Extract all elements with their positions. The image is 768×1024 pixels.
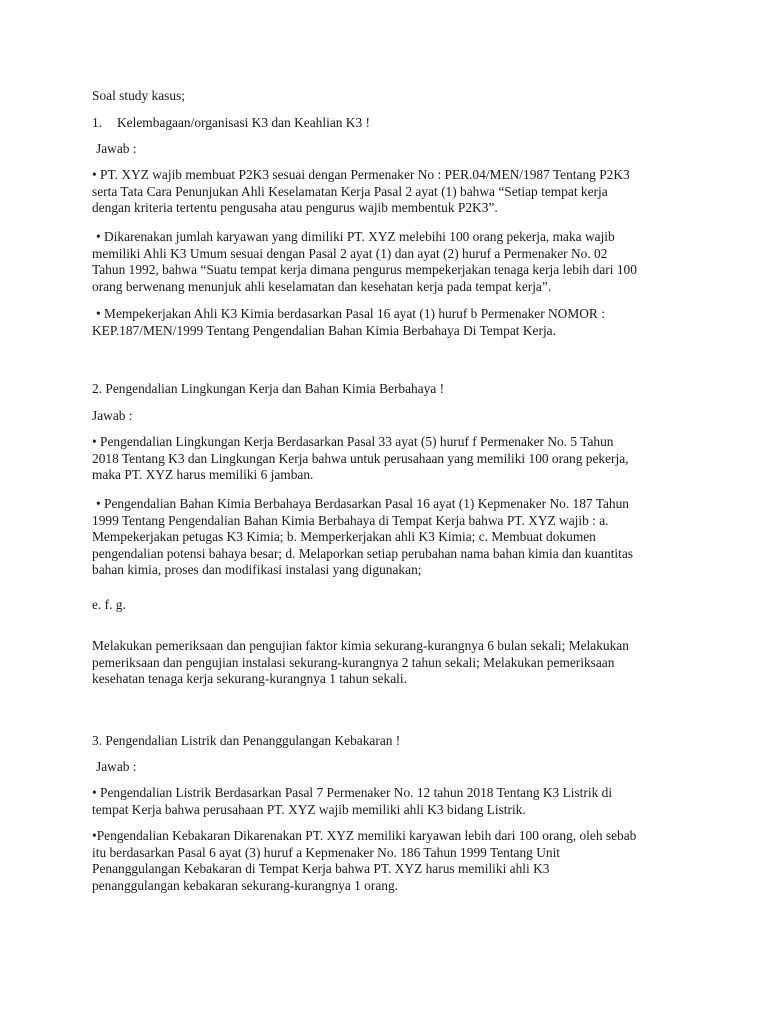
answer-3-paragraph-2: •Pengendalian Kebakaran Dikarenakan PT. XYZ memiliki karyawan lebih dari 100 orang, oleh sebab itu berdasarkan Pasal 6 ayat (3) huruf a Kepmenaker No. 186 Tahun 1999 Tentang Unit Penanggulangan Kebakaran di Tempat Kerja bahwa PT. XYZ harus memiliki ahli K3 penanggulangan kebakaran sekurang-kurangnya 1 orang. [92, 828, 637, 893]
answer-2-paragraph-4: Melakukan pemeriksaan dan pengujian faktor kimia sekurang-kurangnya 6 bulan sekali; Melakukan pemeriksaan dan pengujian instalasi sekurang-kurangnya 2 tahun sekali; Melakukan pemeriksaan kesehatan tenaga kerja sekurang-kurangnya 1 tahun sekali. [92, 638, 629, 686]
answer-1-paragraph-2: • Dikarenakan jumlah karyawan yang dimiliki PT. XYZ melebihi 100 orang pekerja, maka wajib memiliki Ahli K3 Umum sesuai dengan Pasal 2 ayat (1) dan ayat (2) huruf a Permenaker No. 02 Tahun 1992, bahwa “Suatu tempat kerja dimana pengurus mempekerjakan tenaga kerja lebih dari 100 orang berwenang menunjuk ahli keselamatan dan kesehatan kerja pada tempat kerja”. [92, 229, 637, 294]
answer-1-paragraph-1: • PT. XYZ wajib membuat P2K3 sesuai dengan Permenaker No : PER.04/MEN/1987 Tentang P2K3 serta Tata Cara Penunjukan Ahli Keselamatan Kerja Pasal 2 ayat (1) bahwa “Setiap tempat kerja dengan kriteria tertentu pengusaha atau pengurus wajib membentuk P2K3”. [92, 167, 630, 215]
document-title: Soal study kasus; [92, 88, 185, 103]
answer-1-paragraph-3: • Mempekerjakan Ahli K3 Kimia berdasarkan Pasal 16 ayat (1) huruf b Permenaker NOMOR : KEP.187/MEN/1999 Tentang Pengendalian Bahan Kimia Berbahaya Di Tempat Kerja. [92, 306, 605, 338]
question-1-heading [92, 115, 682, 132]
answer-3-paragraph-1: • Pengendalian Listrik Berdasarkan Pasal 7 Permenaker No. 12 tahun 2018 Tentang K3 Listrik di tempat Kerja bahwa perusahaan PT. XYZ wajib memiliki ahli K3 bidang Listrik. [92, 785, 613, 817]
answer-2-paragraph-2: • Pengendalian Bahan Kimia Berbahaya Berdasarkan Pasal 16 ayat (1) Kepmenaker No. 187 Tahun 1999 Tentang Pengendalian Bahan Kimia Berbahaya di Tempat Kerja bahwa PT. XYZ wajib : a. Mempekerjakan petugas K3 Kimia; b. Memperkerjakan ahli K3 Kimia; c. Membuat dokumen pengendalian potensi bahaya besar; d. Melaporkan setiap perubahan nama bahan kimia dan kuantitas bahan kimia, proses dan modifikasi instalasi yang digunakan; [92, 496, 634, 577]
question-3-heading: 3. Pengendalian Listrik dan Penanggulangan Kebakaran ! [92, 733, 401, 748]
question-1-number: 1. [92, 115, 103, 130]
answer-2-paragraph-3: e. f. g. [92, 597, 126, 612]
answer-1-label: Jawab : [96, 141, 137, 156]
answer-2-paragraph-1: • Pengendalian Lingkungan Kerja Berdasarkan Pasal 33 ayat (5) huruf f Permenaker No. 5 Tahun 2018 Tentang K3 dan Lingkungan Kerja bahwa untuk perusahaan yang memiliki 100 orang pekerja, maka PT. XYZ harus memiliki 6 jamban. [92, 434, 629, 482]
answer-2-label: Jawab : [92, 408, 133, 423]
question-1-text: Kelembagaan/organisasi K3 dan Keahlian K3 ! [117, 115, 370, 130]
question-2-heading: 2. Pengendalian Lingkungan Kerja dan Bahan Kimia Berbahaya ! [92, 381, 445, 396]
answer-3-label: Jawab : [96, 759, 137, 774]
